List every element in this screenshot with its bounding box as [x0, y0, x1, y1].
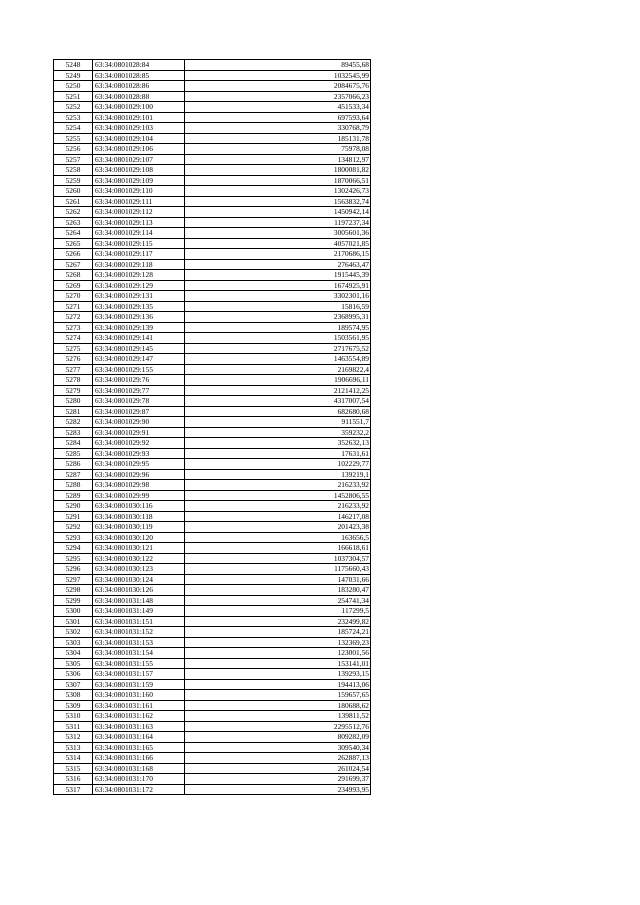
cadastral-value-cell: 1915445,39 — [185, 270, 371, 281]
cadastral-value-cell: 132369,23 — [185, 637, 371, 648]
cadastral-number-cell: 63:34:0801029:107 — [93, 154, 185, 165]
cadastral-value-cell: 261024,54 — [185, 763, 371, 774]
cadastral-number-cell: 63:34:0801030:120 — [93, 532, 185, 543]
table-row — [54, 637, 371, 648]
table-row — [54, 417, 371, 428]
row-number-cell: 5300 — [54, 606, 93, 617]
table-row — [54, 606, 371, 617]
cadastral-value-cell: 1906696,11 — [185, 375, 371, 386]
row-number-cell: 5278 — [54, 375, 93, 386]
cadastral-value-cell: 2170686,15 — [185, 249, 371, 260]
table-row — [54, 627, 371, 638]
row-number-cell: 5255 — [54, 133, 93, 144]
row-number-cell: 5290 — [54, 501, 93, 512]
cadastral-number-cell: 63:34:0801031:153 — [93, 637, 185, 648]
row-number-cell: 5287 — [54, 469, 93, 480]
cadastral-number-cell: 63:34:0801030:123 — [93, 564, 185, 575]
table-row — [54, 112, 371, 123]
row-number-cell: 5271 — [54, 301, 93, 312]
cadastral-number-cell: 63:34:0801029:106 — [93, 144, 185, 155]
cadastral-value-cell: 102229,77 — [185, 459, 371, 470]
cadastral-number-cell: 63:34:0801031:154 — [93, 648, 185, 659]
row-number-cell: 5248 — [54, 60, 93, 71]
cadastral-number-cell: 63:34:0801031:157 — [93, 669, 185, 680]
row-number-cell: 5308 — [54, 690, 93, 701]
row-number-cell: 5265 — [54, 238, 93, 249]
cadastral-number-cell: 63:34:0801029:101 — [93, 112, 185, 123]
cadastral-value-cell: 180688,62 — [185, 700, 371, 711]
table-row — [54, 511, 371, 522]
table-row — [54, 333, 371, 344]
table-row — [54, 291, 371, 302]
cadastral-value-cell: 2169822,4 — [185, 364, 371, 375]
cadastral-value-cell: 183280,47 — [185, 585, 371, 596]
row-number-cell: 5261 — [54, 196, 93, 207]
cadastral-number-cell: 63:34:0801031:152 — [93, 627, 185, 638]
table-row — [54, 522, 371, 533]
cadastral-number-cell: 63:34:0801031:170 — [93, 774, 185, 785]
cadastral-number-cell: 63:34:0801029:93 — [93, 448, 185, 459]
row-number-cell: 5259 — [54, 175, 93, 186]
cadastral-value-cell: 359232,2 — [185, 427, 371, 438]
cadastral-value-cell: 194413,06 — [185, 679, 371, 690]
cadastral-number-cell: 63:34:0801031:155 — [93, 658, 185, 669]
cadastral-number-cell: 63:34:0801029:147 — [93, 354, 185, 365]
cadastral-number-cell: 63:34:0801028:85 — [93, 70, 185, 81]
cadastral-value-cell: 254741,34 — [185, 595, 371, 606]
table-row — [54, 448, 371, 459]
cadastral-number-cell: 63:34:0801031:162 — [93, 711, 185, 722]
cadastral-value-cell: 185724,21 — [185, 627, 371, 638]
cadastral-value-cell: 330768,79 — [185, 123, 371, 134]
cadastral-value-cell: 276463,47 — [185, 259, 371, 270]
cadastral-value-cell: 911551,7 — [185, 417, 371, 428]
table-row — [54, 721, 371, 732]
row-number-cell: 5289 — [54, 490, 93, 501]
table-row — [54, 165, 371, 176]
row-number-cell: 5280 — [54, 396, 93, 407]
cadastral-value-cell: 697593,64 — [185, 112, 371, 123]
row-number-cell: 5252 — [54, 102, 93, 113]
table-row — [54, 196, 371, 207]
cadastral-value-cell: 2084675,76 — [185, 81, 371, 92]
cadastral-value-cell: 185131,78 — [185, 133, 371, 144]
cadastral-value-cell: 232499,82 — [185, 616, 371, 627]
cadastral-number-cell: 63:34:0801028:86 — [93, 81, 185, 92]
cadastral-number-cell: 63:34:0801029:92 — [93, 438, 185, 449]
cadastral-value-cell: 4317007,54 — [185, 396, 371, 407]
table-row — [54, 406, 371, 417]
cadastral-value-cell: 15816,59 — [185, 301, 371, 312]
table-row — [54, 186, 371, 197]
table-row — [54, 217, 371, 228]
row-number-cell: 5267 — [54, 259, 93, 270]
cadastral-value-cell: 216233,92 — [185, 480, 371, 491]
cadastral-number-cell: 63:34:0801030:116 — [93, 501, 185, 512]
cadastral-number-cell: 63:34:0801031:149 — [93, 606, 185, 617]
row-number-cell: 5257 — [54, 154, 93, 165]
table-row — [54, 459, 371, 470]
cadastral-value-cell: 1175660,43 — [185, 564, 371, 575]
cadastral-value-cell: 139219,1 — [185, 469, 371, 480]
table-row — [54, 501, 371, 512]
cadastral-number-cell: 63:34:0801029:112 — [93, 207, 185, 218]
cadastral-value-cell: 309540,34 — [185, 742, 371, 753]
cadastral-value-cell: 1197237,34 — [185, 217, 371, 228]
table-row — [54, 732, 371, 743]
cadastral-number-cell: 63:34:0801029:136 — [93, 312, 185, 323]
row-number-cell: 5306 — [54, 669, 93, 680]
row-number-cell: 5299 — [54, 595, 93, 606]
cadastral-value-table — [53, 59, 371, 795]
cadastral-value-cell: 2357066,23 — [185, 91, 371, 102]
cadastral-value-cell: 1870066,51 — [185, 175, 371, 186]
cadastral-value-cell: 1800081,82 — [185, 165, 371, 176]
cadastral-value-cell: 1463554,89 — [185, 354, 371, 365]
table-row — [54, 312, 371, 323]
table-row — [54, 532, 371, 543]
table-row — [54, 690, 371, 701]
cadastral-number-cell: 63:34:0801029:91 — [93, 427, 185, 438]
cadastral-value-cell: 163656,5 — [185, 532, 371, 543]
row-number-cell: 5301 — [54, 616, 93, 627]
cadastral-value-cell: 352632,13 — [185, 438, 371, 449]
cadastral-value-cell: 189574,95 — [185, 322, 371, 333]
row-number-cell: 5276 — [54, 354, 93, 365]
table-row — [54, 280, 371, 291]
table-row — [54, 648, 371, 659]
cadastral-value-cell: 75978,08 — [185, 144, 371, 155]
row-number-cell: 5298 — [54, 585, 93, 596]
cadastral-number-cell: 63:34:0801029:103 — [93, 123, 185, 134]
cadastral-value-cell: 166618,61 — [185, 543, 371, 554]
row-number-cell: 5283 — [54, 427, 93, 438]
cadastral-number-cell: 63:34:0801030:118 — [93, 511, 185, 522]
cadastral-number-cell: 63:34:0801030:124 — [93, 574, 185, 585]
table-row — [54, 228, 371, 239]
cadastral-value-cell: 216233,92 — [185, 501, 371, 512]
table-row — [54, 396, 371, 407]
row-number-cell: 5291 — [54, 511, 93, 522]
cadastral-value-cell: 451533,34 — [185, 102, 371, 113]
table-row — [54, 123, 371, 134]
cadastral-value-cell: 682680,68 — [185, 406, 371, 417]
row-number-cell: 5279 — [54, 385, 93, 396]
cadastral-number-cell: 63:34:0801029:117 — [93, 249, 185, 260]
table-row — [54, 774, 371, 785]
table-body — [54, 60, 371, 795]
row-number-cell: 5316 — [54, 774, 93, 785]
table-row — [54, 364, 371, 375]
cadastral-number-cell: 63:34:0801031:166 — [93, 753, 185, 764]
cadastral-number-cell: 63:34:0801029:100 — [93, 102, 185, 113]
table-row — [54, 490, 371, 501]
cadastral-value-cell: 2295512,76 — [185, 721, 371, 732]
table-row — [54, 742, 371, 753]
table-row — [54, 354, 371, 365]
table-row — [54, 175, 371, 186]
cadastral-value-cell: 1302426,73 — [185, 186, 371, 197]
cadastral-number-cell: 63:34:0801029:109 — [93, 175, 185, 186]
cadastral-number-cell: 63:34:0801030:122 — [93, 553, 185, 564]
table-row — [54, 259, 371, 270]
cadastral-number-cell: 63:34:0801029:139 — [93, 322, 185, 333]
cadastral-value-cell: 809282,09 — [185, 732, 371, 743]
table-row — [54, 238, 371, 249]
cadastral-number-cell: 63:34:0801029:76 — [93, 375, 185, 386]
table-row — [54, 679, 371, 690]
row-number-cell: 5285 — [54, 448, 93, 459]
row-number-cell: 5264 — [54, 228, 93, 239]
table-row — [54, 763, 371, 774]
table-row — [54, 133, 371, 144]
cadastral-number-cell: 63:34:0801029:90 — [93, 417, 185, 428]
cadastral-number-cell: 63:34:0801029:110 — [93, 186, 185, 197]
cadastral-value-cell: 4057021,85 — [185, 238, 371, 249]
cadastral-value-cell: 2121412,25 — [185, 385, 371, 396]
row-number-cell: 5297 — [54, 574, 93, 585]
cadastral-number-cell: 63:34:0801028:84 — [93, 60, 185, 71]
cadastral-value-cell: 1450942,14 — [185, 207, 371, 218]
cadastral-number-cell: 63:34:0801029:141 — [93, 333, 185, 344]
row-number-cell: 5270 — [54, 291, 93, 302]
cadastral-number-cell: 63:34:0801029:108 — [93, 165, 185, 176]
table-row — [54, 427, 371, 438]
cadastral-number-cell: 63:34:0801031:163 — [93, 721, 185, 732]
cadastral-number-cell: 63:34:0801029:114 — [93, 228, 185, 239]
table-row — [54, 301, 371, 312]
row-number-cell: 5292 — [54, 522, 93, 533]
table-row — [54, 574, 371, 585]
cadastral-value-cell: 147031,66 — [185, 574, 371, 585]
table-row — [54, 669, 371, 680]
cadastral-number-cell: 63:34:0801030:119 — [93, 522, 185, 533]
cadastral-value-cell: 139293,15 — [185, 669, 371, 680]
row-number-cell: 5293 — [54, 532, 93, 543]
cadastral-value-cell: 262887,13 — [185, 753, 371, 764]
row-number-cell: 5262 — [54, 207, 93, 218]
cadastral-number-cell: 63:34:0801029:111 — [93, 196, 185, 207]
cadastral-value-cell: 17631,61 — [185, 448, 371, 459]
row-number-cell: 5274 — [54, 333, 93, 344]
table-row — [54, 753, 371, 764]
cadastral-number-cell: 63:34:0801031:172 — [93, 784, 185, 795]
row-number-cell: 5296 — [54, 564, 93, 575]
table-row — [54, 564, 371, 575]
cadastral-number-cell: 63:34:0801029:135 — [93, 301, 185, 312]
table-row — [54, 343, 371, 354]
cadastral-value-cell: 234993,95 — [185, 784, 371, 795]
row-number-cell: 5256 — [54, 144, 93, 155]
cadastral-value-cell: 123001,56 — [185, 648, 371, 659]
table-row — [54, 91, 371, 102]
cadastral-value-cell: 159657,65 — [185, 690, 371, 701]
table-row — [54, 154, 371, 165]
cadastral-value-cell: 89455,68 — [185, 60, 371, 71]
table-row — [54, 480, 371, 491]
cadastral-value-cell: 201423,38 — [185, 522, 371, 533]
cadastral-number-cell: 63:34:0801029:145 — [93, 343, 185, 354]
table-row — [54, 270, 371, 281]
row-number-cell: 5266 — [54, 249, 93, 260]
cadastral-value-cell: 291699,37 — [185, 774, 371, 785]
row-number-cell: 5263 — [54, 217, 93, 228]
table-row — [54, 616, 371, 627]
cadastral-value-cell: 1503561,95 — [185, 333, 371, 344]
cadastral-number-cell: 63:34:0801031:159 — [93, 679, 185, 690]
cadastral-number-cell: 63:34:0801031:164 — [93, 732, 185, 743]
cadastral-number-cell: 63:34:0801029:99 — [93, 490, 185, 501]
row-number-cell: 5258 — [54, 165, 93, 176]
table-row — [54, 553, 371, 564]
cadastral-number-cell: 63:34:0801029:104 — [93, 133, 185, 144]
cadastral-value-cell: 1037304,57 — [185, 553, 371, 564]
cadastral-value-cell: 1452806,55 — [185, 490, 371, 501]
cadastral-number-cell: 63:34:0801029:155 — [93, 364, 185, 375]
cadastral-number-cell: 63:34:0801028:88 — [93, 91, 185, 102]
cadastral-value-cell: 139811,52 — [185, 711, 371, 722]
row-number-cell: 5314 — [54, 753, 93, 764]
row-number-cell: 5311 — [54, 721, 93, 732]
cadastral-value-cell: 117299,5 — [185, 606, 371, 617]
row-number-cell: 5288 — [54, 480, 93, 491]
cadastral-number-cell: 63:34:0801029:118 — [93, 259, 185, 270]
row-number-cell: 5268 — [54, 270, 93, 281]
row-number-cell: 5317 — [54, 784, 93, 795]
row-number-cell: 5312 — [54, 732, 93, 743]
table-row — [54, 144, 371, 155]
row-number-cell: 5313 — [54, 742, 93, 753]
row-number-cell: 5253 — [54, 112, 93, 123]
cadastral-value-cell: 2717675,52 — [185, 343, 371, 354]
cadastral-number-cell: 63:34:0801030:121 — [93, 543, 185, 554]
table-row — [54, 784, 371, 795]
table-row — [54, 385, 371, 396]
cadastral-value-cell: 1563832,74 — [185, 196, 371, 207]
cadastral-number-cell: 63:34:0801029:131 — [93, 291, 185, 302]
table-row — [54, 322, 371, 333]
cadastral-value-cell: 153141,01 — [185, 658, 371, 669]
cadastral-value-cell: 1032545,99 — [185, 70, 371, 81]
row-number-cell: 5281 — [54, 406, 93, 417]
row-number-cell: 5303 — [54, 637, 93, 648]
table-row — [54, 70, 371, 81]
row-number-cell: 5250 — [54, 81, 93, 92]
row-number-cell: 5295 — [54, 553, 93, 564]
cadastral-number-cell: 63:34:0801029:95 — [93, 459, 185, 470]
table-row — [54, 543, 371, 554]
row-number-cell: 5269 — [54, 280, 93, 291]
cadastral-number-cell: 63:34:0801030:126 — [93, 585, 185, 596]
row-number-cell: 5249 — [54, 70, 93, 81]
table-row — [54, 595, 371, 606]
cadastral-number-cell: 63:34:0801031:168 — [93, 763, 185, 774]
cadastral-number-cell: 63:34:0801029:78 — [93, 396, 185, 407]
cadastral-number-cell: 63:34:0801029:77 — [93, 385, 185, 396]
table-row — [54, 658, 371, 669]
row-number-cell: 5304 — [54, 648, 93, 659]
cadastral-value-cell: 146217,08 — [185, 511, 371, 522]
cadastral-value-cell: 2368995,31 — [185, 312, 371, 323]
cadastral-number-cell: 63:34:0801029:113 — [93, 217, 185, 228]
row-number-cell: 5275 — [54, 343, 93, 354]
table-row — [54, 438, 371, 449]
cadastral-value-cell: 3302301,16 — [185, 291, 371, 302]
table-row — [54, 81, 371, 92]
cadastral-number-cell: 63:34:0801031:151 — [93, 616, 185, 627]
table-row — [54, 711, 371, 722]
cadastral-value-cell: 3005601,36 — [185, 228, 371, 239]
row-number-cell: 5309 — [54, 700, 93, 711]
cadastral-number-cell: 63:34:0801029:87 — [93, 406, 185, 417]
cadastral-number-cell: 63:34:0801031:161 — [93, 700, 185, 711]
table-row — [54, 102, 371, 113]
row-number-cell: 5251 — [54, 91, 93, 102]
row-number-cell: 5305 — [54, 658, 93, 669]
cadastral-number-cell: 63:34:0801029:129 — [93, 280, 185, 291]
cadastral-value-cell: 1674925,91 — [185, 280, 371, 291]
cadastral-number-cell: 63:34:0801029:128 — [93, 270, 185, 281]
row-number-cell: 5284 — [54, 438, 93, 449]
table-row — [54, 249, 371, 260]
table-row — [54, 700, 371, 711]
cadastral-number-cell: 63:34:0801029:96 — [93, 469, 185, 480]
cadastral-number-cell: 63:34:0801031:160 — [93, 690, 185, 701]
table-row — [54, 375, 371, 386]
row-number-cell: 5272 — [54, 312, 93, 323]
cadastral-number-cell: 63:34:0801029:98 — [93, 480, 185, 491]
row-number-cell: 5277 — [54, 364, 93, 375]
row-number-cell: 5307 — [54, 679, 93, 690]
cadastral-value-cell: 134812,97 — [185, 154, 371, 165]
row-number-cell: 5310 — [54, 711, 93, 722]
row-number-cell: 5282 — [54, 417, 93, 428]
table-row — [54, 469, 371, 480]
table-row — [54, 585, 371, 596]
row-number-cell: 5302 — [54, 627, 93, 638]
cadastral-number-cell: 63:34:0801031:148 — [93, 595, 185, 606]
row-number-cell: 5294 — [54, 543, 93, 554]
row-number-cell: 5273 — [54, 322, 93, 333]
row-number-cell: 5286 — [54, 459, 93, 470]
row-number-cell: 5260 — [54, 186, 93, 197]
row-number-cell: 5254 — [54, 123, 93, 134]
table-row — [54, 60, 371, 71]
cadastral-number-cell: 63:34:0801031:165 — [93, 742, 185, 753]
table-row — [54, 207, 371, 218]
row-number-cell: 5315 — [54, 763, 93, 774]
cadastral-number-cell: 63:34:0801029:115 — [93, 238, 185, 249]
